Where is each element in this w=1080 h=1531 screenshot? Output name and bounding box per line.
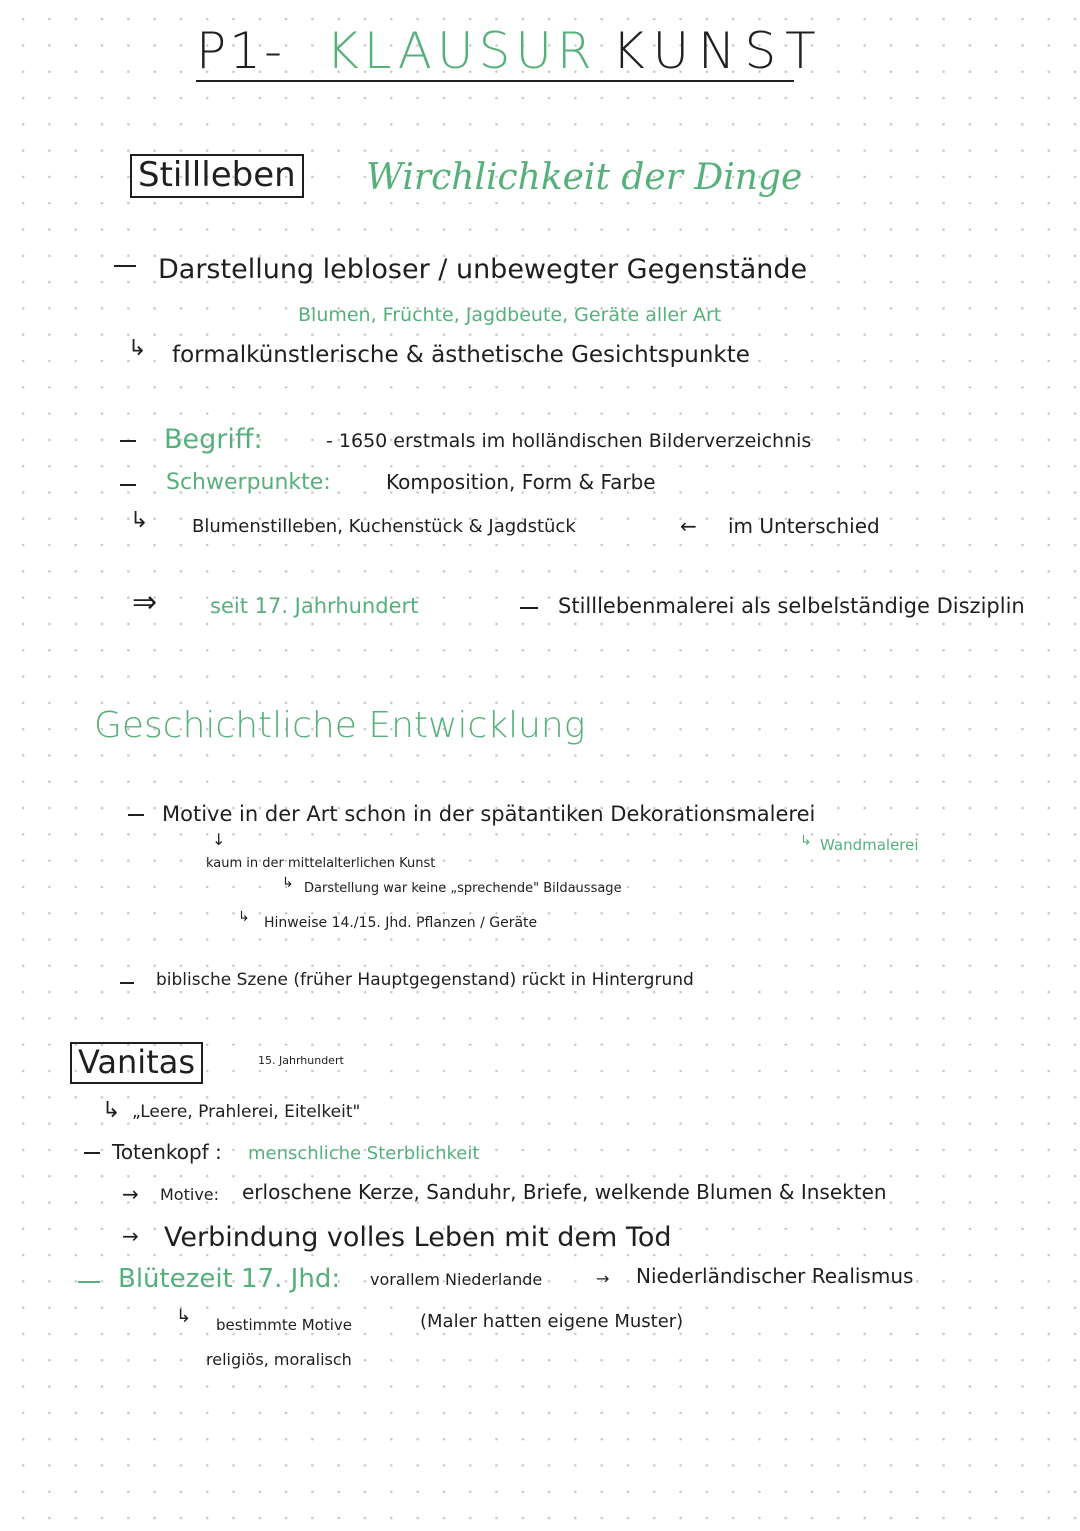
stillleben-types: Blumenstilleben, Kuchenstück & Jagdstück xyxy=(192,516,576,537)
geschichte-line4: Hinweise 14./15. Jhd. Pflanzen / Geräte xyxy=(264,915,538,931)
vanitas-religioes: religiös, moralisch xyxy=(206,1350,352,1369)
vanitas-heading: Vanitas xyxy=(70,1042,203,1084)
bullet-dash xyxy=(120,440,136,442)
arrow-return-icon: ↳ xyxy=(800,833,812,849)
stillleben-types-note: im Unterschied xyxy=(728,514,880,538)
arrow-return-icon: ↳ xyxy=(282,875,294,891)
vanitas-realismus: Niederländischer Realismus xyxy=(636,1264,914,1288)
bullet-dash xyxy=(120,982,134,984)
totenkopf-label: Totenkopf : xyxy=(112,1140,222,1164)
arrow-return-icon: ↳ xyxy=(176,1306,192,1327)
wandmalerei: Wandmalerei xyxy=(820,836,919,854)
vanitas-meaning: „Leere, Prahlerei, Eitelkeit" xyxy=(132,1102,361,1122)
arrow-down-icon: ↓ xyxy=(212,830,226,849)
bluetezeit-text: vorallem Niederlande xyxy=(370,1270,543,1289)
arrow-right-icon: → xyxy=(122,1224,139,1248)
schwerpunkte-text: Komposition, Form & Farbe xyxy=(386,470,656,494)
stillleben-line1: Darstellung lebloser / unbewegter Gegenstände xyxy=(158,254,808,285)
bullet-dash xyxy=(78,1281,100,1283)
stillleben-heading: Stillleben xyxy=(130,154,304,198)
title-klausur: KLAUSUR xyxy=(326,22,597,80)
bullet-dash xyxy=(114,265,136,267)
geschichte-line5: biblische Szene (früher Hauptgegenstand) rückt in Hintergrund xyxy=(156,970,694,990)
bluetezeit-label: Blütezeit 17. Jhd: xyxy=(118,1264,341,1294)
stillleben-subtitle: Wirchlichkeit der Dinge xyxy=(366,157,803,198)
title-p1: P1- xyxy=(196,22,286,80)
totenkopf-text: menschliche Sterblichkeit xyxy=(248,1143,480,1164)
arrow-return-icon: ↳ xyxy=(130,508,149,533)
bullet-dash xyxy=(120,484,136,486)
begriff-text: - 1650 erstmals im holländischen Bilderverzeichnis xyxy=(326,430,812,452)
dash xyxy=(520,607,538,609)
since-label: seit 17. Jahrhundert xyxy=(210,594,419,618)
stillleben-examples: Blumen, Früchte, Jagdbeute, Geräte aller Art xyxy=(298,304,722,326)
motive-label: Motive: xyxy=(160,1185,220,1204)
since-text: Stilllebenmalerei als selbelständige Disziplin xyxy=(558,594,1025,618)
vanitas-maler: (Maler hatten eigene Muster) xyxy=(420,1311,684,1332)
arrow-return-icon: ↳ xyxy=(102,1098,121,1123)
arrow-right-icon: → xyxy=(596,1269,610,1288)
geschichte-line1: Motive in der Art schon in der spätantiken Dekorationsmalerei xyxy=(162,802,816,826)
implies-arrow-icon: ⇒ xyxy=(132,585,158,620)
bullet-dash xyxy=(84,1152,100,1154)
arrow-return-icon: ↳ xyxy=(128,336,147,361)
vanitas-bestimmte: bestimmte Motive xyxy=(216,1316,352,1334)
geschichte-line2: kaum in der mittelalterlichen Kunst xyxy=(206,856,436,871)
stillleben-line2: formalkünstlerische & ästhetische Gesichtspunkte xyxy=(172,342,750,368)
vanitas-verbindung: Verbindung volles Leben mit dem Tod xyxy=(164,1222,672,1253)
schwerpunkte-label: Schwerpunkte: xyxy=(166,470,331,495)
geschichte-line3: Darstellung war keine „sprechende" Bildaussage xyxy=(304,881,622,896)
vanitas-century: 15. Jahrhundert xyxy=(258,1054,344,1067)
arrow-right-icon: → xyxy=(122,1182,139,1206)
arrow-left-icon: ← xyxy=(680,514,697,538)
title-underline xyxy=(196,80,794,82)
motive-text: erloschene Kerze, Sanduhr, Briefe, welkende Blumen & Insekten xyxy=(242,1180,887,1204)
bullet-dash xyxy=(128,814,144,816)
title-kunst: KUNST xyxy=(612,22,825,80)
begriff-label: Begriff: xyxy=(164,424,263,455)
geschichte-heading: Geschichtliche Entwicklung xyxy=(94,705,586,746)
arrow-return-icon: ↳ xyxy=(238,909,250,925)
